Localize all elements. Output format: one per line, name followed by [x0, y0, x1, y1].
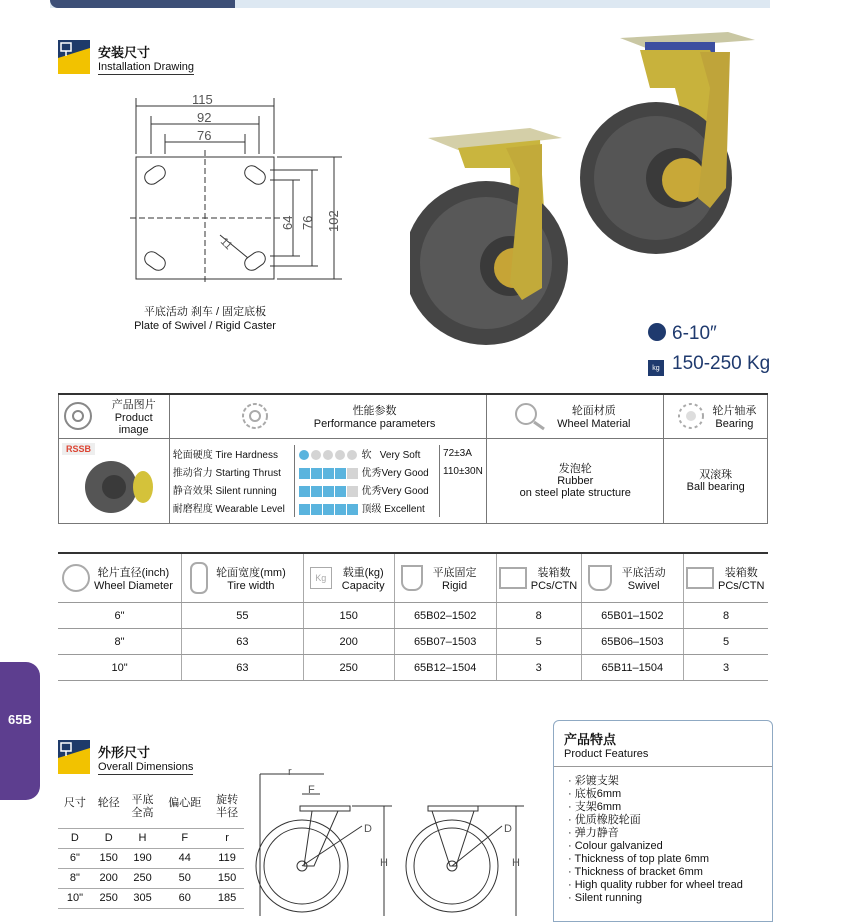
swivel-icon [588, 565, 612, 591]
weight-icon: kg [648, 360, 664, 376]
overall-icon [58, 740, 90, 779]
dim-76: 76 [197, 128, 212, 143]
col-swivel: 平底活动 Swivel [581, 553, 683, 603]
feature-item: · 彩镀支架 [568, 775, 619, 787]
hardness-label: 轮面硬度 Tire Hardness [172, 450, 278, 461]
wear-rating: 顶级 Excellent [294, 499, 439, 517]
table-row: 10" 63 250 65B12–1504 3 65B11–1504 3 [58, 655, 768, 681]
bearing-cell: 双滚珠 Ball bearing [664, 438, 768, 523]
col-rigid: 平底固定 Rigid [394, 553, 496, 603]
product-image-header: 产品图片 Product image [59, 394, 170, 438]
gear-icon [236, 399, 274, 433]
dim-76v: 76 [300, 215, 315, 230]
label-h: H [380, 857, 388, 869]
bearing-icon [676, 401, 706, 431]
rigid-icon [401, 565, 423, 591]
silent-rating: 优秀Very Good [294, 481, 439, 499]
dim-11: 11 [217, 235, 235, 253]
feature-item: · 弹力静音 [568, 827, 619, 839]
installation-icon [58, 40, 90, 79]
wheel-icon [63, 401, 93, 431]
feature-item: · High quality rubber for wheel tread [568, 879, 743, 891]
performance-table [58, 393, 768, 524]
dim-64: 64 [280, 215, 295, 230]
size-summary: 6-10″ [648, 323, 717, 345]
hardness-value: 72±3A [440, 445, 487, 463]
spec-table [58, 552, 768, 681]
dim-102: 102 [326, 210, 341, 232]
load-summary: kg 150-250 Kg [648, 353, 770, 376]
box-icon [499, 567, 527, 589]
diameter-col-icon [62, 564, 90, 592]
performance-cell [169, 438, 486, 523]
feature-item: · 支架6mm [568, 801, 622, 813]
table-row: 8" 63 200 65B07–1503 5 65B06–1503 5 [58, 629, 768, 655]
table-row: 8" 200 250 50 150 [58, 868, 244, 888]
col-wheel-diameter: 轮片直径(inch) Wheel Diameter [58, 553, 182, 603]
dimension-table: 尺寸 轮径 平底 全高 偏心距 旋转 半径 D D H F r 6" 150 190 44 119 8" 200 250 50 150 10" 250 305 60 185 [58, 794, 244, 909]
label-d2: D [504, 823, 512, 835]
col-capacity: Kg 载重(kg) Capacity [303, 553, 394, 603]
table-row: 10" 250 305 60 185 [58, 888, 244, 908]
feature-item: · 底板6mm [568, 788, 622, 800]
feature-item: · Thickness of bracket 6mm [568, 866, 703, 878]
diameter-icon [648, 323, 666, 341]
bearing-header: 轮片轴承 Bearing [664, 394, 768, 438]
caster-photo [410, 28, 780, 348]
plate-caption: 平底活动 刹车 / 固定底板 Plate of Swivel / Rigid Caster [134, 306, 276, 332]
material-cell: 发泡轮 Rubber on steel plate structure [487, 438, 664, 523]
col-tire-width: 轮面宽度(mm) Tire width [182, 553, 304, 603]
feature-item: · 优质橡胶轮面 [568, 814, 641, 826]
side-view-drawing [252, 766, 537, 916]
thrust-rating: 优秀Very Good [294, 463, 439, 481]
overall-heading: 外形尺寸 Overall Dimensions [98, 745, 194, 773]
table-row: 6" 150 190 44 119 [58, 848, 244, 868]
kg-icon: Kg [310, 567, 332, 589]
label-r: r [288, 766, 292, 778]
installation-heading: 安装尺寸 Installation Drawing [98, 45, 194, 73]
table-row: 6" 55 150 65B02–1502 8 65B01–1502 8 [58, 603, 768, 629]
wheel-material-header: 轮面材质 Wheel Material [487, 394, 664, 438]
silent-label: 静音效果 Silent running [172, 486, 277, 497]
feature-item: · Thickness of top plate 6mm [568, 853, 710, 865]
hardness-rating: 软 Very Soft [294, 445, 439, 463]
dim-92: 92 [197, 110, 212, 125]
label-h2: H [512, 857, 520, 869]
label-f: F [308, 784, 315, 796]
feature-item: · Colour galvanized [568, 840, 663, 852]
dim-115: 115 [192, 92, 213, 107]
thrust-value: 110±30N [440, 463, 487, 481]
product-features: 产品特点 Product Features · 彩镀支架 · 底板6mm · 支架6mm · 优质橡胶轮面 · 弹力静音 · Colour galvanized · Thickness of top plate 6mm · Thickness of bracket 6mm · High quality rubber for wheel tread · Silent running [553, 720, 773, 922]
plate-drawing [120, 90, 350, 335]
col-pcs-rigid: 装箱数 PCs/CTN [496, 553, 581, 603]
box-icon [686, 567, 714, 589]
col-pcs-swivel: 装箱数 PCs/CTN [684, 553, 768, 603]
header-bar [50, 0, 770, 8]
magnifier-icon [513, 401, 547, 431]
tire-icon [190, 562, 208, 594]
series-badge: RSSB [62, 443, 95, 455]
product-image-cell [59, 438, 170, 523]
page-tab: 65B [0, 662, 40, 800]
label-d: D [364, 823, 372, 835]
wear-label: 耐磨程度 Wearable Level [172, 504, 285, 515]
feature-item: · Silent running [568, 892, 643, 904]
performance-header: 性能参数 Performance parameters [169, 394, 486, 438]
product-thumbnail [59, 443, 159, 523]
thrust-label: 推动省力 Starting Thrust [172, 468, 281, 479]
